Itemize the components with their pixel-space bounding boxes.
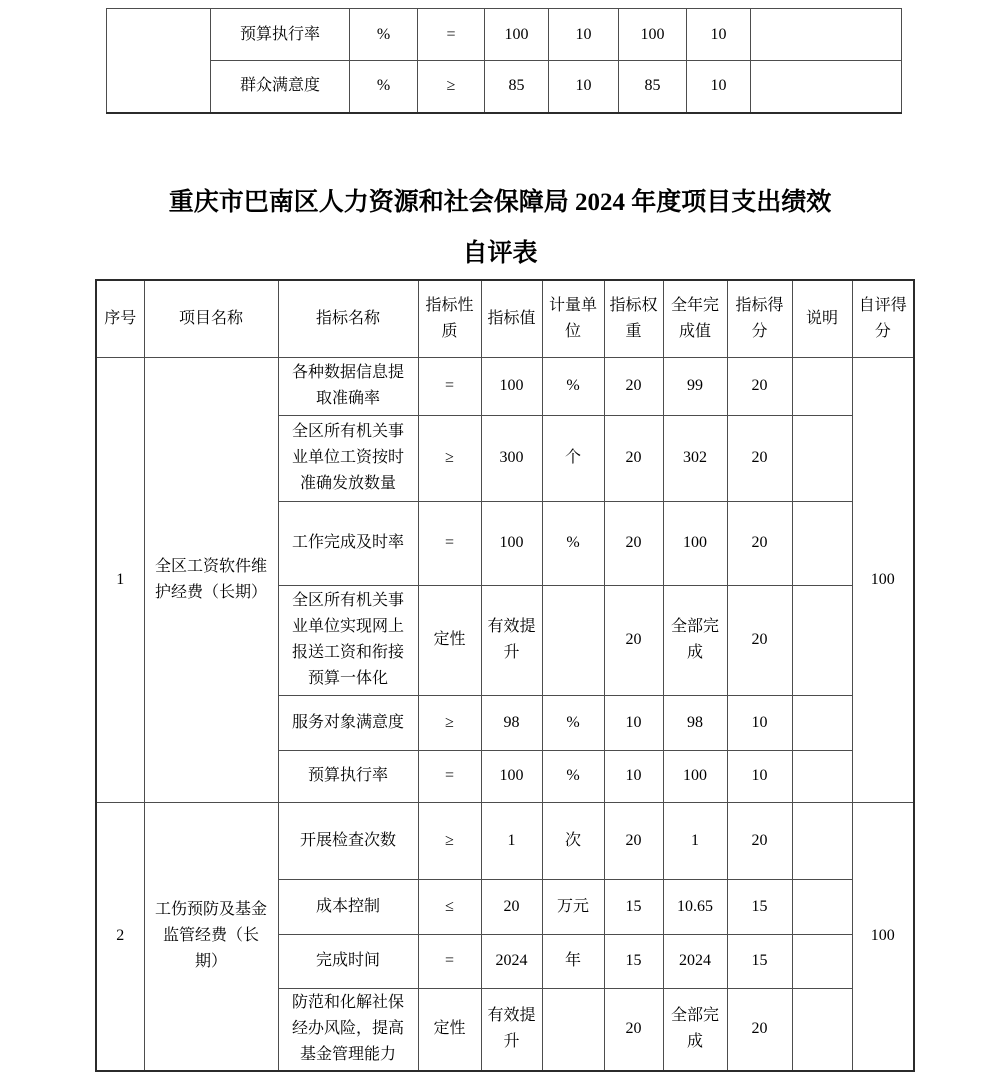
- table-row: [107, 61, 902, 113]
- cell-nature: 定性: [418, 988, 481, 1071]
- cell-unit: 次: [542, 802, 604, 879]
- cell-indicator-name: 群众满意度: [211, 61, 350, 113]
- cell-score: 20: [727, 585, 792, 695]
- cell-note: [792, 988, 852, 1071]
- cell-note: [792, 934, 852, 988]
- cell-completed: 98: [663, 695, 727, 750]
- cell-weight: 20: [604, 357, 663, 415]
- cell-score: 15: [727, 934, 792, 988]
- cell-weight: 10: [549, 61, 619, 113]
- cell-nature: ≥: [418, 802, 481, 879]
- cell-score: 20: [727, 415, 792, 501]
- cell-seq: 1: [96, 357, 144, 802]
- cell-note: [751, 61, 902, 113]
- page-title-line1: 重庆市巴南区人力资源和社会保障局 2024 年度项目支出绩效: [168, 189, 832, 216]
- cell-score: 20: [727, 988, 792, 1071]
- cell-note: [792, 750, 852, 802]
- cell-note: [792, 879, 852, 934]
- cell-unit: [542, 585, 604, 695]
- cell-score: 20: [727, 357, 792, 415]
- self-evaluation-table: [95, 279, 915, 1072]
- cell-weight: 20: [604, 415, 663, 501]
- header-indicator-name: 指标名称: [278, 280, 418, 357]
- cell-completed: 85: [619, 61, 687, 113]
- cell-completed: 100: [619, 9, 687, 61]
- cell-unit: [542, 988, 604, 1071]
- cell-completed: 99: [663, 357, 727, 415]
- cell-nature: =: [418, 501, 481, 585]
- cell-score: 20: [727, 802, 792, 879]
- cell-unit: 万元: [542, 879, 604, 934]
- header-unit: 计量单位: [542, 280, 604, 357]
- cell-completed: 全部完成: [663, 988, 727, 1071]
- cell-note: [792, 585, 852, 695]
- header-self-score: 自评得分: [852, 280, 914, 357]
- cell-blank: [107, 9, 211, 113]
- cell-unit: %: [350, 9, 418, 61]
- cell-score: 10: [727, 695, 792, 750]
- table-row: [96, 802, 914, 879]
- cell-note: [792, 357, 852, 415]
- cell-target: 300: [481, 415, 542, 501]
- cell-project-name: 全区工资软件维护经费（长期）: [144, 357, 278, 802]
- cell-nature: =: [418, 9, 485, 61]
- cell-indicator-name: 防范和化解社保经办风险，提高基金管理能力: [278, 988, 418, 1071]
- cell-indicator-name: 预算执行率: [278, 750, 418, 802]
- header-nature: 指标性质: [418, 280, 481, 357]
- cell-completed: 10.65: [663, 879, 727, 934]
- cell-nature: ≥: [418, 415, 481, 501]
- cell-score: 15: [727, 879, 792, 934]
- cell-note: [751, 9, 902, 61]
- cell-weight: 15: [604, 934, 663, 988]
- header-completed: 全年完成值: [663, 280, 727, 357]
- cell-completed: 1: [663, 802, 727, 879]
- cell-project-name: 工伤预防及基金监管经费（长期）: [144, 802, 278, 1071]
- cell-nature: ≤: [418, 879, 481, 934]
- cell-nature: 定性: [418, 585, 481, 695]
- cell-note: [792, 802, 852, 879]
- cell-weight: 10: [604, 695, 663, 750]
- cell-nature: =: [418, 750, 481, 802]
- cell-self-score: 100: [852, 802, 914, 1071]
- continuation-table: [106, 8, 902, 114]
- cell-weight: 20: [604, 988, 663, 1071]
- header-weight: 指标权重: [604, 280, 663, 357]
- cell-indicator-name: 各种数据信息提取准确率: [278, 357, 418, 415]
- table-header-row: [96, 280, 914, 357]
- page-title-line2: 自评表: [462, 240, 538, 267]
- cell-unit: %: [542, 750, 604, 802]
- cell-target: 100: [481, 501, 542, 585]
- cell-self-score: 100: [852, 357, 914, 802]
- cell-target: 20: [481, 879, 542, 934]
- cell-score: 10: [687, 9, 751, 61]
- cell-unit: %: [542, 501, 604, 585]
- cell-score: 10: [727, 750, 792, 802]
- cell-note: [792, 695, 852, 750]
- table-row: [107, 9, 902, 61]
- cell-target: 100: [481, 750, 542, 802]
- cell-weight: 20: [604, 501, 663, 585]
- cell-completed: 全部完成: [663, 585, 727, 695]
- table-row: [96, 357, 914, 415]
- cell-note: [792, 501, 852, 585]
- cell-completed: 100: [663, 750, 727, 802]
- cell-seq: 2: [96, 802, 144, 1071]
- cell-weight: 15: [604, 879, 663, 934]
- header-score: 指标得分: [727, 280, 792, 357]
- cell-indicator-name: 成本控制: [278, 879, 418, 934]
- cell-target: 1: [481, 802, 542, 879]
- header-seq: 序号: [96, 280, 144, 357]
- cell-completed: 302: [663, 415, 727, 501]
- cell-nature: =: [418, 934, 481, 988]
- cell-target: 2024: [481, 934, 542, 988]
- cell-completed: 2024: [663, 934, 727, 988]
- cell-weight: 20: [604, 585, 663, 695]
- cell-indicator-name: 服务对象满意度: [278, 695, 418, 750]
- header-target: 指标值: [481, 280, 542, 357]
- cell-indicator-name: 工作完成及时率: [278, 501, 418, 585]
- cell-weight: 10: [604, 750, 663, 802]
- header-project-name: 项目名称: [144, 280, 278, 357]
- cell-unit: 年: [542, 934, 604, 988]
- cell-indicator-name: 预算执行率: [211, 9, 350, 61]
- cell-target: 98: [481, 695, 542, 750]
- cell-nature: =: [418, 357, 481, 415]
- cell-unit: %: [350, 61, 418, 113]
- cell-target: 100: [481, 357, 542, 415]
- page-title: [0, 177, 1000, 279]
- cell-completed: 100: [663, 501, 727, 585]
- cell-target: 100: [485, 9, 549, 61]
- cell-score: 20: [727, 501, 792, 585]
- cell-target: 有效提升: [481, 988, 542, 1071]
- cell-indicator-name: 开展检查次数: [278, 802, 418, 879]
- cell-weight: 20: [604, 802, 663, 879]
- cell-nature: ≥: [418, 61, 485, 113]
- cell-target: 85: [485, 61, 549, 113]
- header-note: 说明: [792, 280, 852, 357]
- cell-note: [792, 415, 852, 501]
- cell-score: 10: [687, 61, 751, 113]
- cell-unit: %: [542, 357, 604, 415]
- cell-target: 有效提升: [481, 585, 542, 695]
- cell-unit: 个: [542, 415, 604, 501]
- cell-nature: ≥: [418, 695, 481, 750]
- cell-unit: %: [542, 695, 604, 750]
- cell-weight: 10: [549, 9, 619, 61]
- cell-indicator-name: 全区所有机关事业单位工资按时准确发放数量: [278, 415, 418, 501]
- cell-indicator-name: 全区所有机关事业单位实现网上报送工资和衔接预算一体化: [278, 585, 418, 695]
- cell-indicator-name: 完成时间: [278, 934, 418, 988]
